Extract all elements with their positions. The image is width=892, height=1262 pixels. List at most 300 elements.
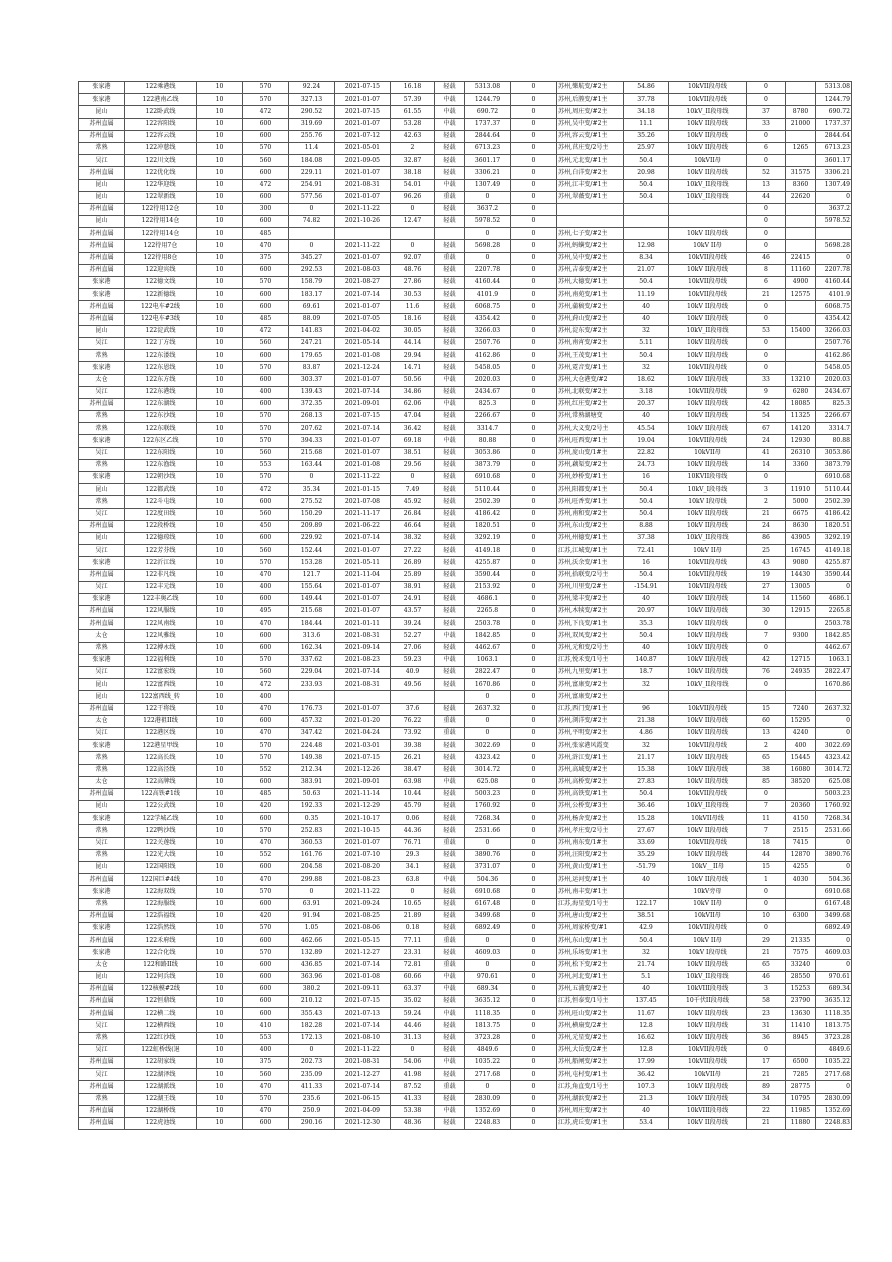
cell-load-rate: 49.56 [391, 679, 435, 691]
cell-rated-capacity: 560 [243, 337, 289, 349]
cell-region: 苏州直属 [79, 301, 125, 313]
cell-rated-capacity: 470 [243, 837, 289, 849]
cell-remaining-capacity: 2637.32 [816, 703, 852, 715]
cell-pending-capacity: 31575 [786, 167, 816, 179]
cell-date: 2021-10-26 [335, 216, 391, 228]
cell-pending-capacity: 12915 [786, 606, 816, 618]
cell-substation-rate: 32 [624, 740, 669, 752]
cell-line-name: 122朝沙线 [125, 472, 197, 484]
cell-bus-section: 10kV_II段母线 [669, 179, 747, 191]
cell-pending-count: 46 [747, 252, 786, 264]
cell-voltage: 10 [197, 1069, 243, 1081]
cell-current-load: 88.09 [289, 313, 335, 325]
cell-substation: 苏州,霓音变/#1主 [557, 362, 624, 374]
cell-date: 2021-08-06 [335, 922, 391, 934]
cell-voltage: 10 [197, 447, 243, 459]
cell-pending-count: 7 [747, 630, 786, 642]
cell-substation: 苏州,横扇变/2#主 [557, 1020, 624, 1032]
cell-remaining-capacity: 689.34 [816, 983, 852, 995]
cell-pending-count: 0 [747, 922, 786, 934]
cell-line-name: 122待用8仓 [125, 252, 197, 264]
cell-line-name: 122待用14仓 [125, 216, 197, 228]
cell-bus-section: 10kV II段母线 [669, 130, 747, 142]
cell-line-name: 122浩然线 [125, 922, 197, 934]
cell-remaining-capacity: 6910.68 [816, 472, 852, 484]
cell-remaining-capacity: 3292.19 [816, 532, 852, 544]
cell-rated-capacity: 470 [243, 727, 289, 739]
cell-voltage: 10 [197, 484, 243, 496]
cell-current-load: 394.33 [289, 435, 335, 447]
cell-rated-capacity: 400 [243, 386, 289, 398]
cell-current-load: 1.05 [289, 922, 335, 934]
cell-pending-capacity [786, 130, 816, 142]
cell-reserve: 0 [511, 313, 557, 325]
cell-load-rate: 38.47 [391, 764, 435, 776]
cell-available-capacity: 3731.07 [465, 862, 511, 874]
cell-voltage: 10 [197, 715, 243, 727]
cell-current-load: 153.28 [289, 557, 335, 569]
cell-region: 张家港 [79, 277, 125, 289]
cell-remaining-capacity: 4354.42 [816, 313, 852, 325]
cell-substation-rate: 50.4 [624, 191, 669, 203]
cell-substation-rate: 5.1 [624, 971, 669, 983]
cell-reserve: 0 [511, 1044, 557, 1056]
cell-reserve: 0 [511, 898, 557, 910]
cell-substation [557, 216, 624, 228]
table-row [79, 447, 852, 459]
cell-reserve: 0 [511, 118, 557, 130]
cell-load-status: 轻载 [435, 472, 465, 484]
cell-substation-rate: 11.19 [624, 289, 669, 301]
cell-remaining-capacity: 0 [816, 837, 852, 849]
cell-bus-section: 10kV_II段母线 [669, 679, 747, 691]
cell-reserve: 0 [511, 106, 557, 118]
cell-pending-capacity: 400 [786, 740, 816, 752]
cell-pending-capacity: 23790 [786, 996, 816, 1008]
cell-region: 昆山 [79, 532, 125, 544]
cell-bus-section: 10kVIII段母线 [669, 983, 747, 995]
cell-bus-section: 10kV II段母线 [669, 520, 747, 532]
cell-current-load: 327.13 [289, 94, 335, 106]
cell-date: 2021-01-08 [335, 350, 391, 362]
cell-region: 昆山 [79, 971, 125, 983]
cell-remaining-capacity: 2020.03 [816, 374, 852, 386]
cell-region: 张家港 [79, 813, 125, 825]
cell-current-load: 161.76 [289, 849, 335, 861]
cell-line-name: 122湖派线 [125, 1081, 197, 1093]
cell-substation-rate: 40 [624, 642, 669, 654]
cell-bus-section: 10kV II段母线 [669, 959, 747, 971]
cell-pending-capacity: 11985 [786, 1105, 816, 1117]
table-row [79, 179, 852, 191]
cell-load-rate: 43.57 [391, 606, 435, 618]
table-row [79, 1117, 852, 1129]
cell-voltage: 10 [197, 411, 243, 423]
table-row [79, 776, 852, 788]
cell-load-rate: 11.6 [391, 301, 435, 313]
cell-rated-capacity: 600 [243, 130, 289, 142]
cell-region: 苏州直属 [79, 1008, 125, 1020]
cell-substation-rate [624, 228, 669, 240]
cell-pending-count: 19 [747, 569, 786, 581]
cell-line-name: 122福利线 [125, 654, 197, 666]
cell-reserve: 0 [511, 203, 557, 215]
cell-date: 2021-01-07 [335, 435, 391, 447]
cell-load-rate: 37.6 [391, 703, 435, 715]
cell-pending-count: 43 [747, 557, 786, 569]
cell-load-status: 轻载 [435, 862, 465, 874]
cell-current-load [289, 228, 335, 240]
cell-bus-section: 10kVII段母线 [669, 569, 747, 581]
cell-bus-section: 10kVII段母线 [669, 82, 747, 94]
cell-substation-rate: 36.42 [624, 1069, 669, 1081]
cell-substation: 苏州,南和变/#2主 [557, 508, 624, 520]
cell-voltage: 10 [197, 1057, 243, 1069]
cell-current-load: 83.87 [289, 362, 335, 374]
cell-load-rate: 41.98 [391, 1069, 435, 1081]
cell-available-capacity: 6167.48 [465, 898, 511, 910]
cell-region: 张家港 [79, 472, 125, 484]
cell-load-rate: 96.26 [391, 191, 435, 203]
cell-remaining-capacity: 7268.34 [816, 813, 852, 825]
cell-substation-rate [624, 886, 669, 898]
cell-bus-section [669, 691, 747, 703]
cell-date: 2021-12-27 [335, 947, 391, 959]
cell-pending-count: 8 [747, 264, 786, 276]
table-row [79, 289, 852, 301]
cell-pending-capacity [786, 472, 816, 484]
cell-pending-capacity: 11910 [786, 484, 816, 496]
cell-voltage: 10 [197, 593, 243, 605]
cell-pending-capacity: 11160 [786, 264, 816, 276]
cell-line-name: 122度田线 [125, 508, 197, 520]
table-row [79, 691, 852, 703]
cell-voltage: 10 [197, 886, 243, 898]
cell-load-status: 中载 [435, 374, 465, 386]
cell-bus-section: 10kV II段母线 [669, 825, 747, 837]
cell-line-name: 122港南乙线 [125, 94, 197, 106]
table-row [79, 106, 852, 118]
table-row [79, 971, 852, 983]
cell-substation-rate: 25.97 [624, 142, 669, 154]
cell-remaining-capacity: 0 [816, 727, 852, 739]
cell-current-load: 229.04 [289, 667, 335, 679]
cell-pending-capacity [786, 679, 816, 691]
cell-pending-capacity: 1265 [786, 142, 816, 154]
cell-current-load: 184.08 [289, 155, 335, 167]
cell-voltage: 10 [197, 252, 243, 264]
cell-remaining-capacity: 6910.68 [816, 886, 852, 898]
cell-pending-capacity [786, 337, 816, 349]
cell-load-status: 轻载 [435, 1069, 465, 1081]
cell-rated-capacity: 420 [243, 910, 289, 922]
cell-current-load: 0 [289, 1044, 335, 1056]
cell-bus-section: 10kV II母 [669, 898, 747, 910]
cell-bus-section: 10kV II段母线 [669, 752, 747, 764]
cell-substation-rate: 27.67 [624, 825, 669, 837]
cell-region: 常熟 [79, 350, 125, 362]
cell-rated-capacity: 470 [243, 874, 289, 886]
cell-current-load: 303.37 [289, 374, 335, 386]
cell-substation: 苏州,河北变/#1主 [557, 971, 624, 983]
cell-substation: 苏州,旺香变/#1主 [557, 496, 624, 508]
cell-available-capacity: 825.3 [465, 398, 511, 410]
cell-pending-count: 2 [747, 496, 786, 508]
cell-rated-capacity: 600 [243, 216, 289, 228]
cell-remaining-capacity: 4323.42 [816, 752, 852, 764]
cell-available-capacity: 2207.78 [465, 264, 511, 276]
cell-date: 2021-07-15 [335, 82, 391, 94]
cell-pending-count: 52 [747, 167, 786, 179]
cell-bus-section: 10kVII段母线 [669, 277, 747, 289]
cell-available-capacity: 5110.44 [465, 484, 511, 496]
cell-date: 2021-11-22 [335, 240, 391, 252]
cell-current-load: 292.53 [289, 264, 335, 276]
cell-current-load: 247.21 [289, 337, 335, 349]
cell-reserve: 0 [511, 94, 557, 106]
cell-date: 2021-05-14 [335, 337, 391, 349]
cell-available-capacity: 2020.03 [465, 374, 511, 386]
cell-available-capacity: 2503.78 [465, 618, 511, 630]
cell-rated-capacity: 600 [243, 1008, 289, 1020]
cell-reserve: 0 [511, 301, 557, 313]
cell-remaining-capacity: 0 [816, 581, 852, 593]
cell-available-capacity: 690.72 [465, 106, 511, 118]
cell-date: 2021-07-14 [335, 959, 391, 971]
cell-date: 2021-12-29 [335, 801, 391, 813]
cell-remaining-capacity: 6892.49 [816, 922, 852, 934]
cell-load-status: 中载 [435, 776, 465, 788]
table-row [79, 593, 852, 605]
cell-region: 昆山 [79, 679, 125, 691]
cell-date: 2021-09-11 [335, 983, 391, 995]
cell-pending-capacity [786, 228, 816, 240]
cell-reserve: 0 [511, 1057, 557, 1069]
cell-pending-capacity: 15445 [786, 752, 816, 764]
cell-reserve: 0 [511, 618, 557, 630]
cell-region: 常熟 [79, 898, 125, 910]
cell-date: 2021-10-15 [335, 825, 391, 837]
cell-rated-capacity: 560 [243, 667, 289, 679]
table-row [79, 1032, 852, 1044]
cell-remaining-capacity: 5003.23 [816, 788, 852, 800]
cell-load-rate: 7.49 [391, 484, 435, 496]
cell-reserve: 0 [511, 1117, 557, 1129]
cell-pending-capacity: 12715 [786, 654, 816, 666]
cell-remaining-capacity: 1063.1 [816, 654, 852, 666]
table-row [79, 386, 852, 398]
cell-current-load: 229.11 [289, 167, 335, 179]
cell-region: 昆山 [79, 862, 125, 874]
table-row [79, 142, 852, 154]
cell-line-name: 122待用7仓 [125, 240, 197, 252]
cell-line-name: 122横西线 [125, 1020, 197, 1032]
cell-rated-capacity: 470 [243, 240, 289, 252]
cell-region: 常熟 [79, 423, 125, 435]
table-row [79, 862, 852, 874]
cell-remaining-capacity: 4609.03 [816, 947, 852, 959]
cell-rated-capacity: 570 [243, 472, 289, 484]
cell-pending-count: 30 [747, 606, 786, 618]
cell-available-capacity: 6892.49 [465, 922, 511, 934]
cell-region: 苏州直属 [79, 569, 125, 581]
cell-substation: 苏州,旺西变/#1主 [557, 435, 624, 447]
cell-bus-section: 10kVII段母线 [669, 557, 747, 569]
cell-region: 苏州直属 [79, 398, 125, 410]
cell-pending-capacity: 28775 [786, 1081, 816, 1093]
cell-load-status: 中载 [435, 971, 465, 983]
cell-available-capacity: 1813.75 [465, 1020, 511, 1032]
cell-reserve: 0 [511, 825, 557, 837]
cell-bus-section: 10kV II段母线 [669, 715, 747, 727]
cell-load-rate: 24.91 [391, 593, 435, 605]
cell-rated-capacity: 560 [243, 545, 289, 557]
cell-current-load: 235.09 [289, 1069, 335, 1081]
cell-rated-capacity: 472 [243, 679, 289, 691]
cell-region: 苏州直属 [79, 618, 125, 630]
table-row [79, 996, 852, 1008]
cell-reserve: 0 [511, 484, 557, 496]
cell-load-rate: 57.39 [391, 94, 435, 106]
cell-load-status: 轻载 [435, 130, 465, 142]
cell-substation-rate: 24.73 [624, 459, 669, 471]
cell-line-name: 122丰元线 [125, 581, 197, 593]
cell-voltage: 10 [197, 1020, 243, 1032]
cell-substation-rate: 50.4 [624, 569, 669, 581]
cell-load-rate [391, 691, 435, 703]
cell-reserve: 0 [511, 496, 557, 508]
cell-line-name: 122和路II线 [125, 959, 197, 971]
cell-rated-capacity: 472 [243, 106, 289, 118]
cell-rated-capacity: 485 [243, 228, 289, 240]
cell-load-rate: 60.66 [391, 971, 435, 983]
table-row [79, 874, 852, 886]
cell-substation: 苏州,大仓港变/#2 [557, 374, 624, 386]
cell-substation: 苏州,莒庄变/2号主 [557, 142, 624, 154]
cell-voltage: 10 [197, 203, 243, 215]
cell-rated-capacity: 472 [243, 325, 289, 337]
cell-load-status: 轻载 [435, 606, 465, 618]
cell-date: 2021-01-08 [335, 459, 391, 471]
cell-load-status: 轻载 [435, 459, 465, 471]
table-row [79, 898, 852, 910]
cell-pending-capacity: 6280 [786, 386, 816, 398]
cell-voltage: 10 [197, 1093, 243, 1105]
cell-rated-capacity: 470 [243, 703, 289, 715]
cell-load-status: 轻载 [435, 740, 465, 752]
cell-substation: 江苏,恒泰变/1号主 [557, 996, 624, 1008]
cell-available-capacity: 5003.23 [465, 788, 511, 800]
cell-line-name: 122东方线 [125, 374, 197, 386]
cell-load-status: 轻载 [435, 386, 465, 398]
cell-region: 苏州直属 [79, 788, 125, 800]
cell-available-capacity: 1307.49 [465, 179, 511, 191]
cell-pending-count: 24 [747, 520, 786, 532]
cell-region: 张家港 [79, 593, 125, 605]
cell-substation-rate: 12.98 [624, 240, 669, 252]
cell-line-name: 122淀武线 [125, 325, 197, 337]
cell-date: 2021-01-20 [335, 715, 391, 727]
cell-voltage: 10 [197, 618, 243, 630]
cell-load-status: 重载 [435, 191, 465, 203]
cell-substation-rate: 32 [624, 362, 669, 374]
cell-date: 2021-01-07 [335, 593, 391, 605]
cell-date: 2021-07-12 [335, 130, 391, 142]
cell-current-load: 212.34 [289, 764, 335, 776]
cell-load-status: 中载 [435, 118, 465, 130]
cell-available-capacity: 970.61 [465, 971, 511, 983]
cell-bus-section: 10kV II段母线 [669, 642, 747, 654]
cell-region: 吴江 [79, 337, 125, 349]
cell-available-capacity: 2265.8 [465, 606, 511, 618]
cell-date: 2021-06-22 [335, 520, 391, 532]
cell-bus-section: 10kV_II段母线 [669, 971, 747, 983]
cell-reserve: 0 [511, 1020, 557, 1032]
cell-substation-rate: 40 [624, 593, 669, 605]
cell-voltage: 10 [197, 520, 243, 532]
cell-date: 2021-09-14 [335, 642, 391, 654]
cell-load-status: 轻载 [435, 155, 465, 167]
cell-date: 2021-08-31 [335, 1057, 391, 1069]
cell-substation-rate: 42.9 [624, 922, 669, 934]
cell-available-capacity: 0 [465, 191, 511, 203]
cell-voltage: 10 [197, 106, 243, 118]
cell-current-load: 50.63 [289, 788, 335, 800]
cell-substation: 苏州,元和变/2号主 [557, 642, 624, 654]
cell-load-status: 轻载 [435, 545, 465, 557]
table-row [79, 374, 852, 386]
cell-substation: 苏州,吴中变/#2主 [557, 252, 624, 264]
table-row [79, 362, 852, 374]
cell-voltage: 10 [197, 569, 243, 581]
cell-substation: 苏州,江丰变/#1主 [557, 179, 624, 191]
cell-current-load: 229.92 [289, 532, 335, 544]
cell-available-capacity: 689.34 [465, 983, 511, 995]
cell-pending-capacity: 21000 [786, 118, 816, 130]
cell-pending-capacity: 15295 [786, 715, 816, 727]
cell-load-status: 中载 [435, 106, 465, 118]
cell-load-status: 轻载 [435, 642, 465, 654]
cell-reserve: 0 [511, 740, 557, 752]
cell-pending-count: 67 [747, 423, 786, 435]
cell-line-name: 122光大线 [125, 849, 197, 861]
cell-load-rate: 0 [391, 472, 435, 484]
cell-substation: 苏州,屯村变/#1主 [557, 1069, 624, 1081]
cell-substation [557, 203, 624, 215]
cell-available-capacity: 4609.03 [465, 947, 511, 959]
cell-substation-rate: 8.88 [624, 520, 669, 532]
cell-load-status: 轻载 [435, 508, 465, 520]
cell-current-load: 162.34 [289, 642, 335, 654]
cell-rated-capacity: 400 [243, 691, 289, 703]
cell-load-rate: 47.04 [391, 411, 435, 423]
cell-line-name: 122风南线 [125, 618, 197, 630]
cell-rated-capacity: 450 [243, 520, 289, 532]
cell-load-status [435, 228, 465, 240]
cell-pending-capacity: 8630 [786, 520, 816, 532]
cell-available-capacity: 2822.47 [465, 667, 511, 679]
cell-load-status: 轻载 [435, 557, 465, 569]
cell-pending-count: 76 [747, 667, 786, 679]
cell-rated-capacity: 375 [243, 1057, 289, 1069]
cell-bus-section: 10kV_II段母线 [669, 191, 747, 203]
cell-date: 2021-12-27 [335, 1069, 391, 1081]
cell-rated-capacity: 472 [243, 179, 289, 191]
cell-current-load: 11.4 [289, 142, 335, 154]
cell-region: 吴江 [79, 155, 125, 167]
cell-load-status: 轻载 [435, 82, 465, 94]
cell-date: 2021-07-14 [335, 423, 391, 435]
